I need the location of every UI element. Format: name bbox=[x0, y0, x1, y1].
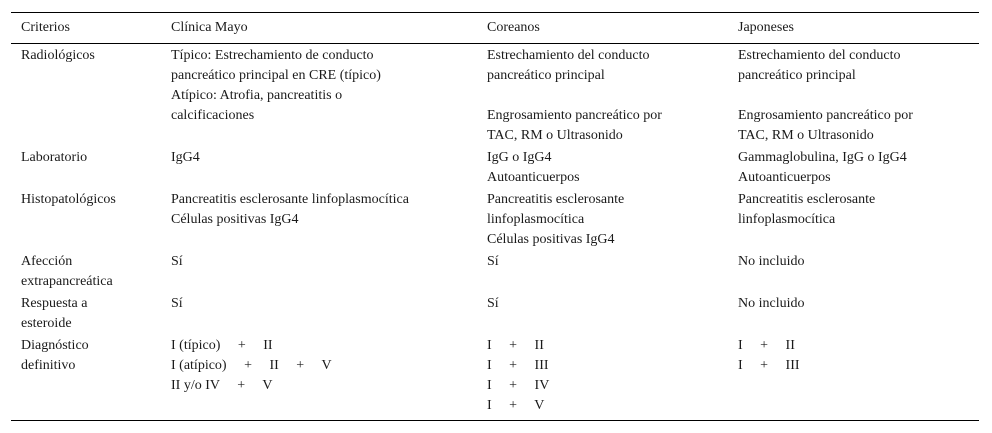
cell-line: pancreático principal bbox=[738, 68, 856, 83]
cell-line: Engrosamiento pancreático por bbox=[738, 108, 913, 123]
criteria-table-container bbox=[11, 12, 979, 421]
japoneses-cell bbox=[728, 147, 979, 189]
coreanos-cell bbox=[477, 189, 728, 251]
cell-line: Diagnóstico bbox=[21, 338, 89, 353]
coreanos-cell bbox=[477, 335, 728, 421]
cell-line: Afección bbox=[21, 254, 73, 269]
cell-line: calcificaciones bbox=[171, 108, 255, 123]
cell-line: extrapancreática bbox=[21, 274, 113, 289]
coreanos-cell bbox=[477, 44, 728, 148]
criterion-cell bbox=[11, 147, 161, 189]
criteria-table bbox=[11, 12, 979, 421]
cell-line: No incluido bbox=[738, 254, 805, 269]
header-japoneses: Japoneses bbox=[738, 20, 794, 35]
cell-line: Sí bbox=[487, 254, 499, 269]
cell-line: I + III bbox=[738, 358, 800, 373]
cell-line: I + III bbox=[487, 358, 549, 373]
coreanos-cell bbox=[477, 293, 728, 335]
cell-line: I (atípico) + II + V bbox=[171, 358, 332, 373]
cell-line: I (típico) + II bbox=[171, 338, 273, 353]
cell-line: Estrechamiento del conducto bbox=[738, 48, 901, 63]
table-row bbox=[11, 335, 979, 421]
cell-line: pancreático principal bbox=[487, 68, 605, 83]
mayo-cell bbox=[161, 251, 477, 293]
japoneses-cell bbox=[728, 189, 979, 251]
cell-line: Gammaglobulina, IgG o IgG4 bbox=[738, 150, 907, 165]
cell-line: Atípico: Atrofia, pancreatitis o bbox=[171, 88, 343, 103]
coreanos-cell bbox=[477, 251, 728, 293]
cell-line bbox=[487, 86, 722, 106]
cell-line: Sí bbox=[171, 254, 183, 269]
header-coreanos: Coreanos bbox=[487, 20, 540, 35]
table-row bbox=[11, 147, 979, 189]
cell-line: Estrechamiento del conducto bbox=[487, 48, 650, 63]
table-row bbox=[11, 293, 979, 335]
mayo-cell bbox=[161, 44, 477, 148]
cell-line: Sí bbox=[487, 296, 499, 311]
mayo-cell bbox=[161, 189, 477, 251]
cell-line: TAC, RM o Ultrasonido bbox=[487, 128, 623, 143]
criterion-cell bbox=[11, 44, 161, 148]
cell-line: Pancreatitis esclerosante bbox=[487, 192, 625, 207]
criterion-cell bbox=[11, 251, 161, 293]
japoneses-cell bbox=[728, 335, 979, 421]
coreanos-cell bbox=[477, 147, 728, 189]
cell-line: Autoanticuerpos bbox=[487, 170, 580, 185]
criterion-cell bbox=[11, 293, 161, 335]
cell-line: Respuesta a bbox=[21, 296, 88, 311]
cell-line: definitivo bbox=[21, 358, 76, 373]
cell-line: esteroide bbox=[21, 316, 72, 331]
mayo-cell bbox=[161, 335, 477, 421]
cell-line: Laboratorio bbox=[21, 150, 88, 165]
cell-line: IgG4 bbox=[171, 150, 200, 165]
table-row bbox=[11, 251, 979, 293]
japoneses-cell bbox=[728, 251, 979, 293]
japoneses-cell bbox=[728, 44, 979, 148]
cell-line: I + II bbox=[487, 338, 544, 353]
table-body bbox=[11, 44, 979, 421]
japoneses-cell bbox=[728, 293, 979, 335]
cell-line: TAC, RM o Ultrasonido bbox=[738, 128, 874, 143]
cell-line: Radiológicos bbox=[21, 48, 95, 63]
header-criterios: Criterios bbox=[21, 20, 70, 35]
cell-line: Pancreatitis esclerosante linfoplasmocítica bbox=[171, 192, 409, 207]
cell-line: Células positivas IgG4 bbox=[171, 212, 299, 227]
cell-line: I + V bbox=[487, 398, 545, 413]
criterion-cell bbox=[11, 335, 161, 421]
cell-line: II y/o IV + V bbox=[171, 378, 273, 393]
table-row bbox=[11, 44, 979, 148]
cell-line bbox=[738, 86, 973, 106]
criterion-cell bbox=[11, 189, 161, 251]
cell-line: Típico: Estrechamiento de conducto bbox=[171, 48, 374, 63]
cell-line: Autoanticuerpos bbox=[738, 170, 831, 185]
header-row bbox=[11, 13, 979, 44]
cell-line: I + IV bbox=[487, 378, 550, 393]
cell-line: Células positivas IgG4 bbox=[487, 232, 615, 247]
cell-line: IgG o IgG4 bbox=[487, 150, 552, 165]
table-row bbox=[11, 189, 979, 251]
cell-line: linfoplasmocítica bbox=[487, 212, 585, 227]
cell-line: I + II bbox=[738, 338, 795, 353]
cell-line: Sí bbox=[171, 296, 183, 311]
mayo-cell bbox=[161, 293, 477, 335]
cell-line: Engrosamiento pancreático por bbox=[487, 108, 662, 123]
cell-line: Histopatológicos bbox=[21, 192, 116, 207]
cell-line: Pancreatitis esclerosante bbox=[738, 192, 876, 207]
header-clinica-mayo: Clínica Mayo bbox=[171, 20, 248, 35]
cell-line: pancreático principal en CRE (típico) bbox=[171, 68, 381, 83]
cell-line: linfoplasmocítica bbox=[738, 212, 836, 227]
mayo-cell bbox=[161, 147, 477, 189]
cell-line: No incluido bbox=[738, 296, 805, 311]
